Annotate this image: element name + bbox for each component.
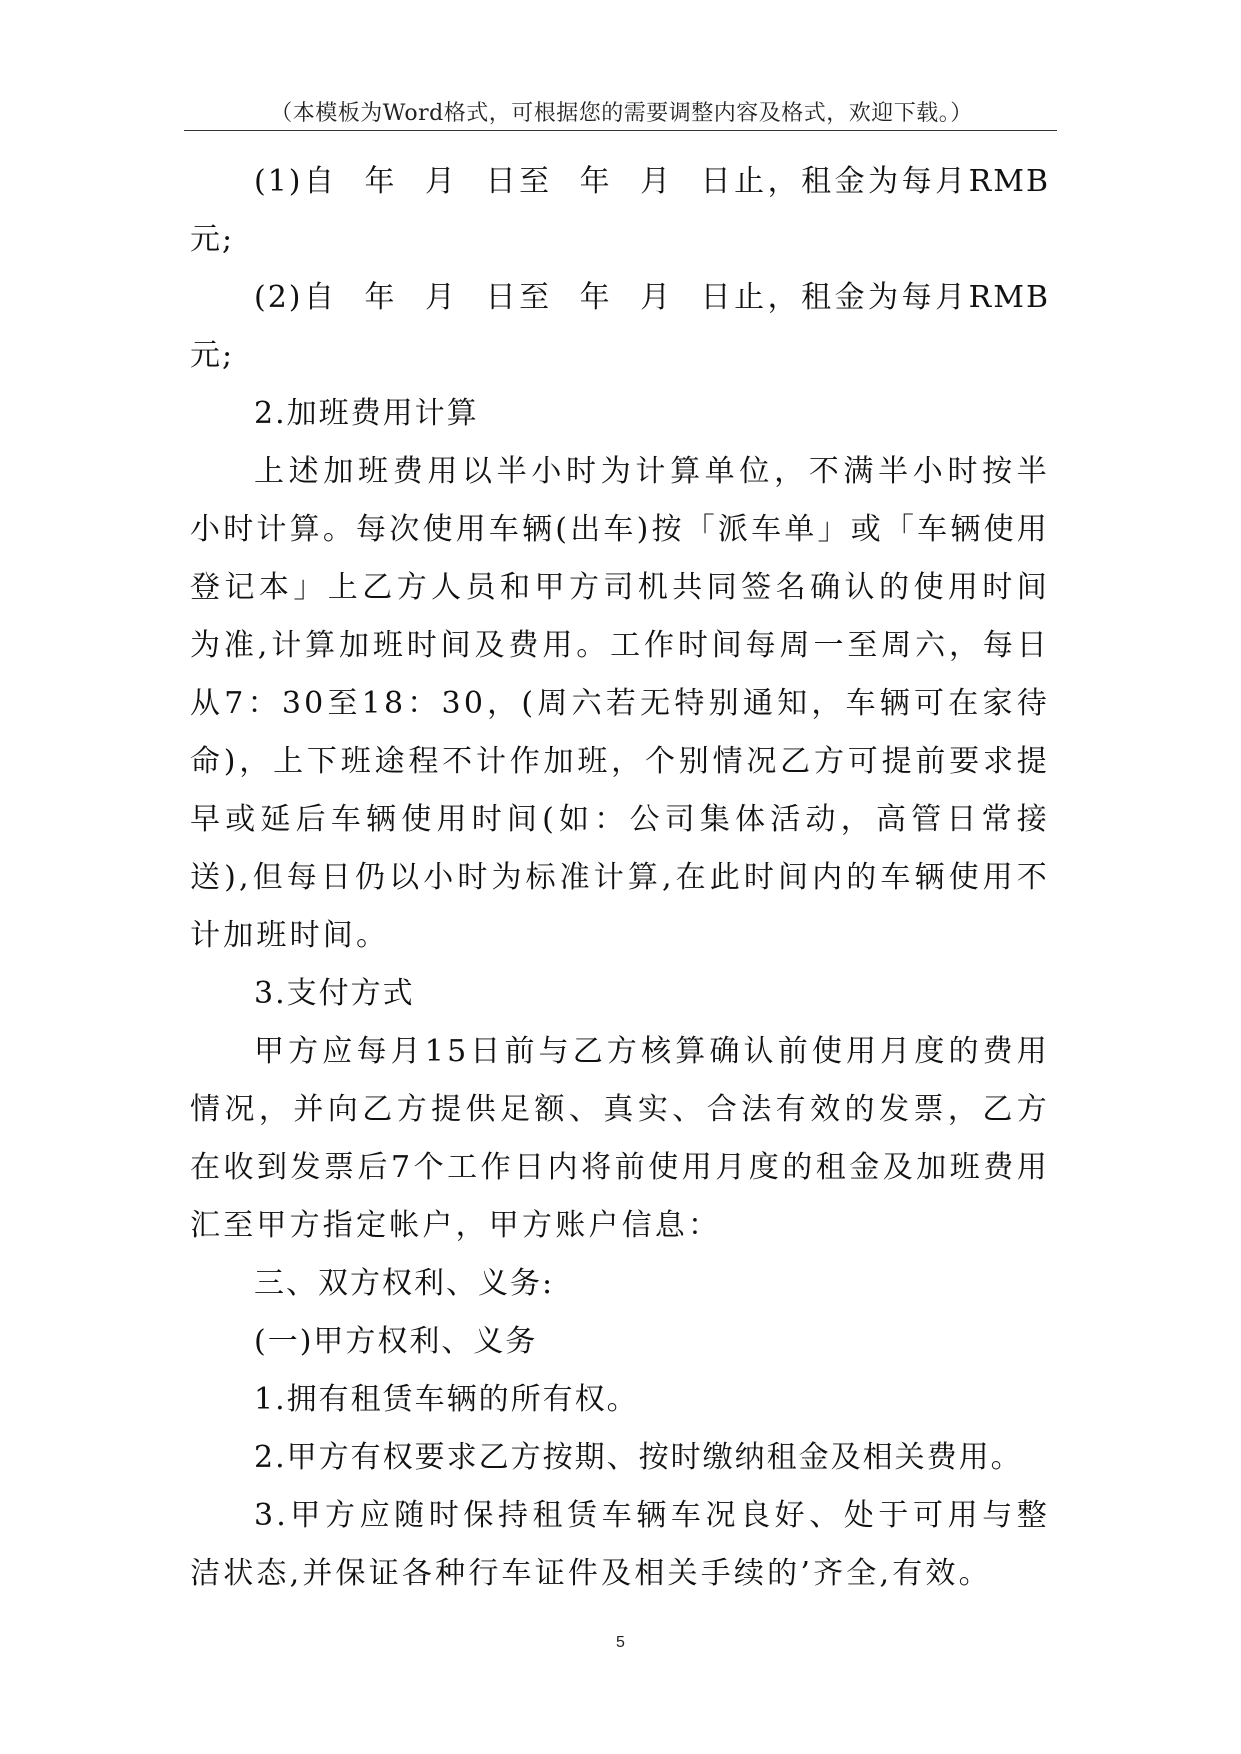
- payment-paragraph: 甲方应每月15日前与乙方核算确认前使用月度的费用情况，并向乙方提供足额、真实、合法有效的发票，乙方在收到发票后7个工作日内将前使用月度的租金及加班费用汇至甲方指定帐户，甲方账户信息：: [190, 1034, 1050, 1243]
- party-a-item-1: 1.拥有租赁车辆的所有权。: [254, 1382, 639, 1417]
- section-rights-heading: 三、双方权利、义务:: [254, 1266, 555, 1301]
- party-a-item-3: 3.甲方应随时保持租赁车辆车况良好、处于可用与整洁状态,并保证各种行车证件及相关手续的’齐全,有效。: [190, 1498, 1050, 1591]
- section-payment-heading: 3.支付方式: [254, 976, 415, 1011]
- document-body: [190, 153, 1050, 1603]
- page-number: 5: [616, 1634, 625, 1651]
- template-note-header: （本模板为Word格式，可根据您的需要调整内容及格式，欢迎下载。）: [270, 101, 973, 126]
- overtime-paragraph: 上述加班费用以半小时为计算单位，不满半小时按半小时计算。每次使用车辆(出车)按「派车单」或「车辆使用登记本」上乙方人员和甲方司机共同签名确认的使用时间为准,计算加班时间及费用。工作时间每周一至周六，每日从7：30至18：30，(周六若无特别通知，车辆可在家待命)，上下班途程不计作加班，个别情况乙方可提前要求提早或延后车辆使用时间(如：公司集体活动，高管日常接送),但每日仍以小时为标准计算,在此时间内的车辆使用不计加班时间。: [190, 454, 1050, 953]
- party-a-heading: (一)甲方权利、义务: [254, 1324, 538, 1359]
- rent-period-1: (1)自 年 月 日至 年 月 日止，租金为每月RMB元;: [190, 164, 1050, 257]
- section-overtime-heading: 2.加班费用计算: [254, 396, 479, 431]
- rent-period-2: (2)自 年 月 日至 年 月 日止，租金为每月RMB元;: [190, 280, 1050, 373]
- header-divider: [184, 130, 1057, 131]
- party-a-item-2: 2.甲方有权要求乙方按期、按时缴纳租金及相关费用。: [254, 1440, 1023, 1475]
